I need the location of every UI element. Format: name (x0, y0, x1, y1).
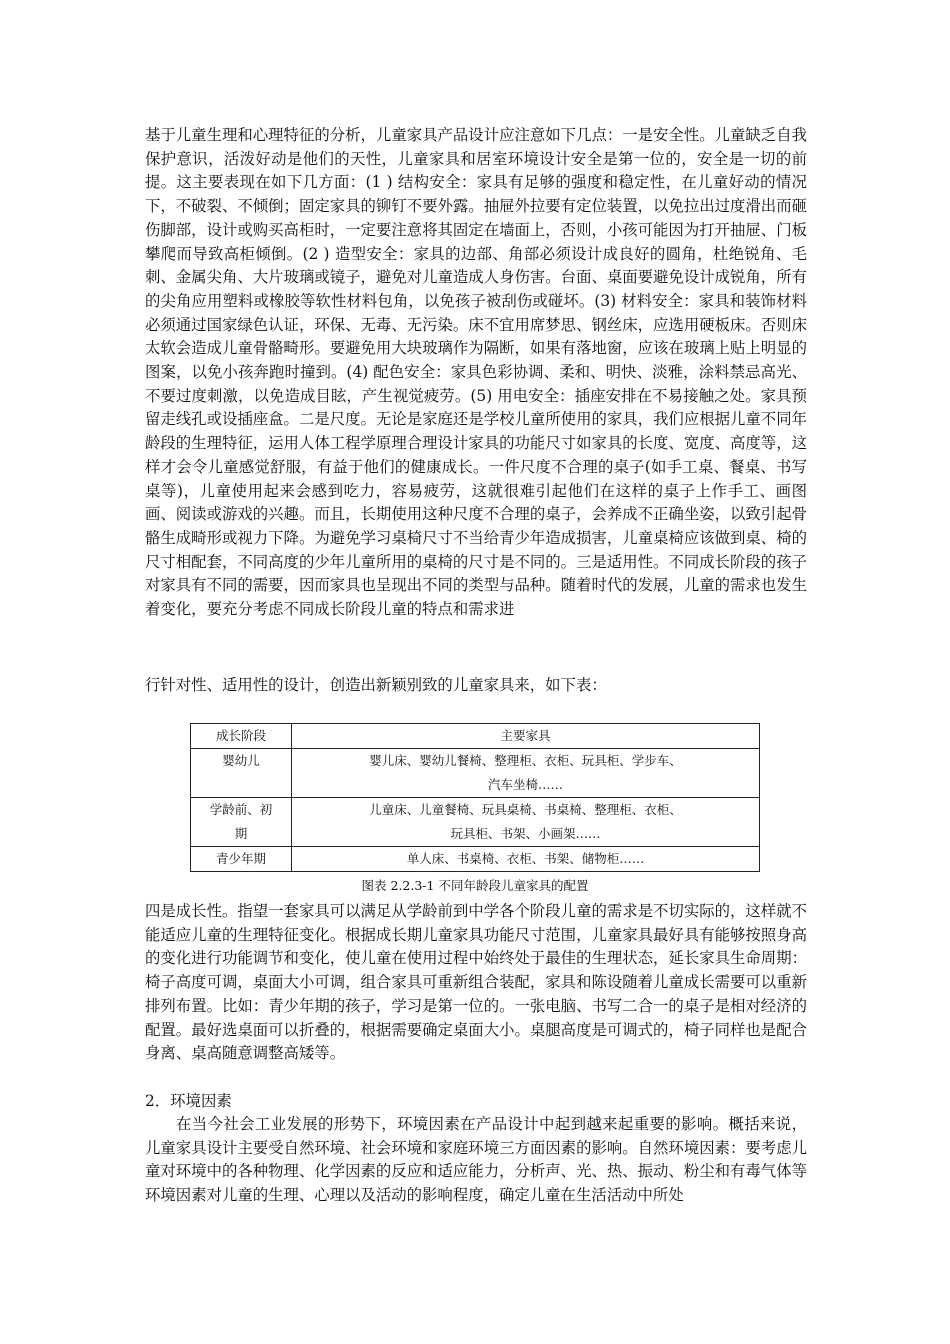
stage-line: 期 (234, 826, 248, 841)
table-cell-furniture (292, 798, 760, 847)
stage-line: 学龄前、初 (209, 802, 273, 817)
table-cell-stage: 青少年期 (191, 847, 292, 872)
furniture-line: 玩具柜、书架、小画架…… (450, 826, 601, 841)
furniture-line: 儿童床、儿童餐椅、玩具桌椅、书桌椅、整理柜、衣柜、 (369, 802, 682, 817)
table-header-cell: 成长阶段 (191, 724, 292, 749)
table-caption: 图表 2.2.3-1 不同年龄段儿童家具的配置 (361, 878, 589, 893)
paragraph-safety-scale-applicability: 基于儿童生理和心理特征的分析，儿童家具产品设计应注意如下几点：一是安全性。儿童缺乏自我保护意识，活泼好动是他们的天性，儿童家具和居室环境设计安全是第一位的，安全是一切的前提。这主要表现在如下几方面：(1 ) 结构安全：家具有足够的强度和稳定性，在儿童好动的情况下，不破裂、不倾倒；固定家具的铆钉不要外露。抽屉外拉要有定位装置，以免拉出过度滑出而砸伤脚部，设计或购买高柜时，一定要注意将其固定在墙面上，否则，小孩可能因为打开抽屉、门板攀爬而导致高柜倾倒。(2 ) 造型安全：家具的边部、角部必须设计成良好的圆角，杜绝锐角、毛刺、金属尖角、大片玻璃或镜子，避免对儿童造成人身伤害。台面、桌面要避免设计成锐角，所有的尖角应用塑料或橡胶等软性材料包角，以免孩子被刮伤或碰坏。(3) 材料安全：家具和装饰材料必须通过国家绿色认证，环保、无毒、无污染。床不宜用席梦思、钢丝床，应选用硬板床。否则床太软会造成儿童骨骼畸形。要避免用大块玻璃作为隔断，如果有落地窗，应该在玻璃上贴上明显的图案，以免小孩奔跑时撞到。(4) 配色安全：家具色彩协调、柔和、明快、淡雅，涂料禁忌高光、不要过度刺激，以免造成目眩，产生视觉疲劳。(5) 用电安全：插座安排在不易接触之处。家具预留走线孔或设插座盒。二是尺度。无论是家庭还是学校儿童所使用的家具，我们应根据儿童不同年龄段的生理特征，运用人体工程学原理合理设计家具的功能尺寸如家具的长度、宽度、高度等，这样才会令儿童感觉舒服，有益于他们的健康成长。一件尺度不合理的桌子(如手工桌、餐桌、书写桌等)，儿童使用起来会感到吃力，容易疲劳，这就很难引起他们在这样的桌子上作手工、画图画、阅读或游戏的兴趣。而且，长期使用这种尺度不合理的桌子，会养成不正确坐姿，以致引起骨骼生成畸形或视力下降。为避免学习桌椅尺寸不当给青少年造成损害，儿童桌椅应该做到桌、椅的尺寸相配套，不同高度的少年儿童所用的桌椅的尺寸是不同的。三是适用性。不同成长阶段的孩子对家具有不同的需要，因而家具也呈现出不同的类型与品种。随着时代的发展，儿童的需求也发生着变化，要充分考虑不同成长阶段儿童的特点和需求进 (145, 126, 807, 619)
table-cell-stage: 婴幼儿 (191, 749, 292, 798)
furniture-line: 婴儿床、婴幼儿餐椅、整理柜、衣柜、玩具柜、学步车、 (369, 753, 682, 768)
furniture-by-age-table (190, 723, 760, 872)
table-row (191, 749, 760, 798)
table-cell-stage (191, 798, 292, 847)
paragraph-environment: 在当今社会工业发展的形势下，环境因素在产品设计中起到越来起重要的影响。概括来说，儿童家具设计主要受自然环境、社会环境和家庭环境三方面因素的影响。自然环境因素：要考虑儿童对环境中的各种物理、化学因素的反应和适应能力，分析声、光、热、振动、粉尘和有毒气体等环境因素对儿童的生理、心理以及活动的影响程度，确定儿童在生活活动中所处 (145, 1115, 807, 1205)
table-row (191, 847, 760, 872)
paragraph-growth: 四是成长性。指望一套家具可以满足从学龄前到中学各个阶段儿童的需求是不切实际的，这样就不能适应儿童的生理特征变化。根据成长期儿童家具功能尺寸范围，儿童家具最好具有能够按照身高的变化进行功能调节和变化，使儿童在使用过程中始终处于最佳的生理状态，延长家具生命周期：椅子高度可调，桌面大小可调，组合家具可重新组合装配，家具和陈设随着儿童成长需要可以重新排列布置。比如：青少年期的孩子，学习是第一位的。一张电脑、书写二合一的桌子是相对经济的配置。最好选桌面可以折叠的，根据需要确定桌面大小。桌腿高度是可调式的，椅子同样也是配合身离、桌高随意调整高矮等。 (145, 902, 807, 1063)
section-heading: 2．环境因素 (145, 1092, 232, 1110)
table-cell-furniture (292, 749, 760, 798)
table-header-cell: 主要家具 (292, 724, 760, 749)
table-cell-furniture: 单人床、书桌椅、衣柜、书架、储物柜…… (292, 847, 760, 872)
table-header-row (191, 724, 760, 749)
furniture-line: 汽车坐椅…… (487, 777, 563, 792)
table-row (191, 798, 760, 847)
paragraph-table-intro: 行针对性、适用性的设计，创造出新颖别致的儿童家具来，如下表： (145, 676, 607, 694)
